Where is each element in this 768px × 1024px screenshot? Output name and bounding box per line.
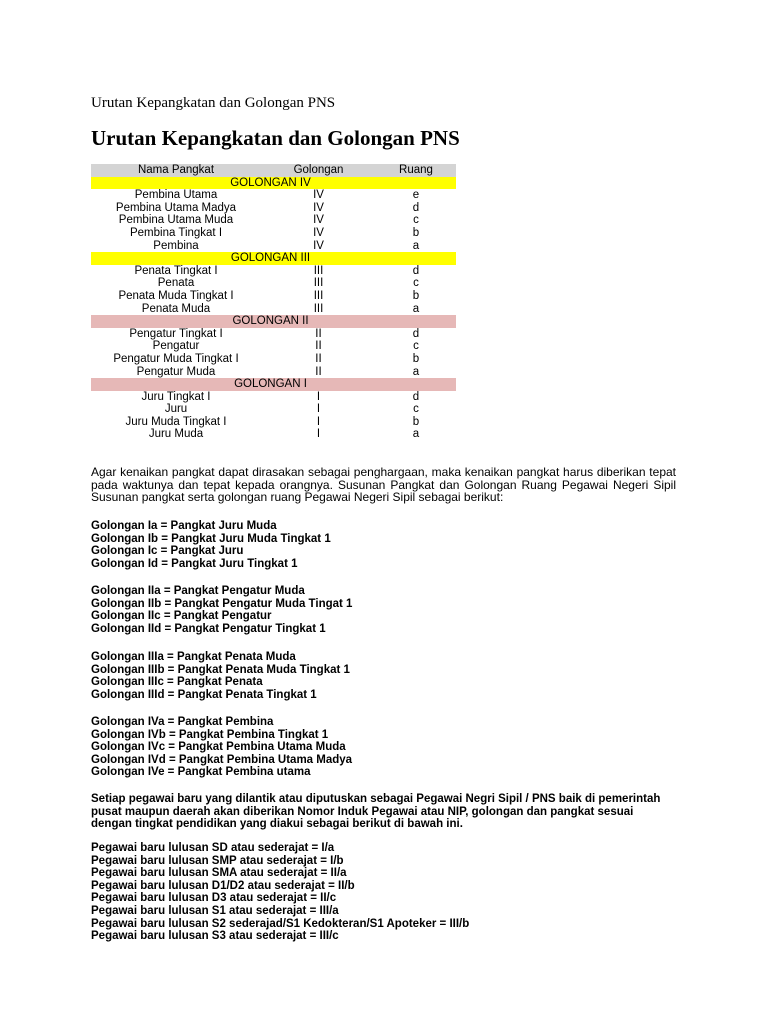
cell-ruang: d	[412, 264, 420, 277]
table-row	[91, 227, 456, 240]
table-row	[91, 428, 456, 441]
cell-nama-pangkat: Pengatur	[152, 340, 200, 353]
list-item: Pegawai baru lulusan SMP atau sederajat = I/b	[91, 854, 344, 867]
list-item: Golongan IVb = Pangkat Pembina Tingkat 1	[91, 728, 329, 741]
cell-ruang: d	[412, 327, 420, 340]
cell-golongan: III	[313, 264, 324, 277]
list-item: Golongan Ia = Pangkat Juru Muda	[91, 520, 277, 532]
list-item: Golongan IIIa = Pangkat Penata Muda	[91, 651, 296, 663]
table-row	[91, 340, 456, 353]
cell-nama-pangkat: Penata Muda Tingkat I	[118, 289, 234, 302]
table-row	[91, 214, 456, 227]
cell-nama-pangkat: Juru Muda	[148, 428, 204, 441]
group-header-row	[91, 252, 456, 265]
cell-golongan: IV	[313, 226, 324, 239]
page-title: Urutan Kepangkatan dan Golongan PNS	[91, 126, 460, 150]
group-label-cell	[91, 378, 456, 391]
group-label: GOLONGAN I	[234, 378, 307, 391]
table-row	[91, 202, 456, 215]
cell-golongan: I	[316, 390, 321, 403]
group-label-cell	[91, 252, 456, 265]
cell-nama-pangkat: Pengatur Muda	[136, 365, 216, 378]
group-label: GOLONGAN IV	[230, 176, 311, 189]
table-row	[91, 240, 456, 253]
rank-table	[91, 164, 456, 441]
cell-ruang: d	[412, 390, 420, 403]
group-header-row	[91, 177, 456, 190]
table-header-row	[91, 164, 456, 177]
cell-nama-pangkat: Pengatur Muda Tingkat I	[113, 352, 239, 365]
cell-golongan: I	[316, 415, 321, 428]
list-item: Golongan IIIc = Pangkat Penata	[91, 676, 263, 689]
cell-nama-pangkat: Penata Muda	[141, 302, 211, 315]
list-item: Pegawai baru lulusan S1 atau sederajat = III/a	[91, 904, 339, 917]
cell-nama-pangkat: Pengatur Tingkat I	[129, 327, 223, 340]
cell-ruang: c	[413, 340, 419, 353]
cell-golongan: III	[313, 277, 324, 290]
cell-ruang: c	[413, 277, 419, 290]
cell-nama-pangkat: Pembina	[153, 239, 199, 252]
group-header-row	[91, 378, 456, 391]
cell-nama-pangkat: Penata Tingkat I	[134, 264, 218, 277]
cell-ruang: a	[412, 302, 420, 315]
cell-ruang: e	[412, 189, 420, 202]
cell-golongan: IV	[313, 201, 324, 214]
table-row	[91, 353, 456, 366]
table-row	[91, 265, 456, 278]
golongan-list-iv	[91, 716, 681, 779]
table-row	[91, 290, 456, 303]
table-row	[91, 303, 456, 316]
golongan-list-iii	[91, 651, 681, 701]
table-row	[91, 328, 456, 341]
document-header: Urutan Kepangkatan dan Golongan PNS	[91, 95, 336, 111]
group-header-row	[91, 315, 456, 328]
cell-golongan: IV	[313, 239, 324, 252]
list-item: Golongan IIIb = Pangkat Penata Muda Tingkat 1	[91, 663, 350, 676]
list-item: Golongan IIId = Pangkat Penata Tingkat 1	[91, 688, 317, 701]
table-row	[91, 391, 456, 404]
table-row	[91, 366, 456, 379]
cell-ruang: b	[412, 226, 420, 239]
group-label: GOLONGAN III	[230, 252, 311, 265]
cell-ruang: b	[412, 352, 420, 365]
cell-golongan: III	[313, 302, 324, 315]
list-item: Pegawai baru lulusan SD atau sederajat = I/a	[91, 842, 335, 854]
cell-golongan: II	[315, 352, 322, 365]
list-item: Golongan Id = Pangkat Juru Tingkat 1	[91, 557, 298, 570]
cell-golongan: IV	[313, 214, 324, 227]
cell-nama-pangkat: Pembina Tingkat I	[129, 226, 223, 239]
new-employee-paragraph: Setiap pegawai baru yang dilantik atau diputuskan sebagai Pegawai Negri Sipil / PNS baik di pemerintah pusat maupun daerah akan diberikan Nomor Induk Pegawai atau NIP, golongan dan pangkat sesuai dengan tingkat pendidikan yang diakui sebagai berikut di bawah ini.	[91, 793, 661, 831]
cell-golongan: II	[315, 365, 322, 378]
list-item: Golongan Ic = Pangkat Juru	[91, 545, 244, 558]
cell-ruang: b	[412, 289, 420, 302]
list-item: Golongan IIc = Pangkat Pengatur	[91, 610, 272, 623]
list-item: Golongan IIb = Pangkat Pengatur Muda Tingat 1	[91, 597, 353, 610]
list-item: Pegawai baru lulusan S2 sederajad/S1 Kedokteran/S1 Apoteker = III/b	[91, 917, 470, 930]
list-item: Golongan IVc = Pangkat Pembina Utama Muda	[91, 741, 346, 754]
list-item: Golongan IVa = Pangkat Pembina	[91, 716, 274, 728]
rank-table-body	[91, 177, 456, 441]
group-label: GOLONGAN II	[232, 315, 309, 328]
cell-golongan: I	[316, 403, 321, 416]
list-item: Golongan Ib = Pangkat Juru Muda Tingkat 1	[91, 532, 331, 545]
cell-nama-pangkat: Juru Tingkat I	[141, 390, 211, 403]
cell-ruang: c	[413, 403, 419, 416]
cell-nama-pangkat: Penata	[157, 277, 195, 290]
cell-ruang: a	[412, 428, 420, 441]
list-item: Pegawai baru lulusan D3 atau sederajat = II/c	[91, 892, 337, 905]
list-item: Golongan IVd = Pangkat Pembina Utama Madya	[91, 753, 353, 766]
cell-nama-pangkat: Pembina Utama	[134, 189, 218, 202]
list-item: Pegawai baru lulusan D1/D2 atau sederajat = II/b	[91, 879, 355, 892]
cell-golongan: II	[315, 340, 322, 353]
list-item: Golongan IId = Pangkat Pengatur Tingkat 1	[91, 622, 326, 635]
cell-golongan: II	[315, 327, 322, 340]
cell-golongan: IV	[313, 189, 324, 202]
list-item: Pegawai baru lulusan SMA atau sederajat = II/a	[91, 867, 347, 880]
cell-nama-pangkat: Pembina Utama Muda	[118, 214, 234, 227]
cell-ruang: c	[413, 214, 419, 227]
table-row	[91, 416, 456, 429]
group-label-cell	[91, 315, 456, 328]
intro-paragraph: Agar kenaikan pangkat dapat dirasakan sebagai penghargaan, maka kenaikan pangkat harus diberikan tepat pada waktunya dan tepat kepada orangnya. Susunan Pangkat dan Golongan Ruang Pegawai Negeri Sipil Susunan pangkat serta golongan ruang Pegawai Negeri Sipil sebagai berikut:	[91, 465, 676, 505]
list-item: Golongan IVe = Pangkat Pembina utama	[91, 766, 311, 779]
cell-nama-pangkat: Juru Muda Tingkat I	[125, 415, 227, 428]
cell-golongan: I	[316, 428, 321, 441]
table-row	[91, 277, 456, 290]
education-list	[91, 842, 681, 943]
golongan-list-i	[91, 520, 681, 570]
group-label-cell	[91, 177, 456, 190]
cell-golongan: III	[313, 289, 324, 302]
column-header-golongan: Golongan	[261, 164, 376, 177]
golongan-list-ii	[91, 585, 681, 635]
table-row	[91, 403, 456, 416]
cell-nama-pangkat: Juru	[164, 403, 188, 416]
cell-ruang: d	[412, 201, 420, 214]
table-row	[91, 189, 456, 202]
column-header-ruang: Ruang	[376, 164, 456, 177]
cell-ruang: a	[412, 365, 420, 378]
cell-nama-pangkat: Pembina Utama Madya	[115, 201, 237, 214]
cell-ruang: a	[412, 239, 420, 252]
cell-ruang: b	[412, 415, 420, 428]
list-item: Golongan IIa = Pangkat Pengatur Muda	[91, 585, 305, 597]
list-item: Pegawai baru lulusan S3 atau sederajat = III/c	[91, 930, 339, 943]
column-header-nama-pangkat: Nama Pangkat	[91, 164, 261, 177]
